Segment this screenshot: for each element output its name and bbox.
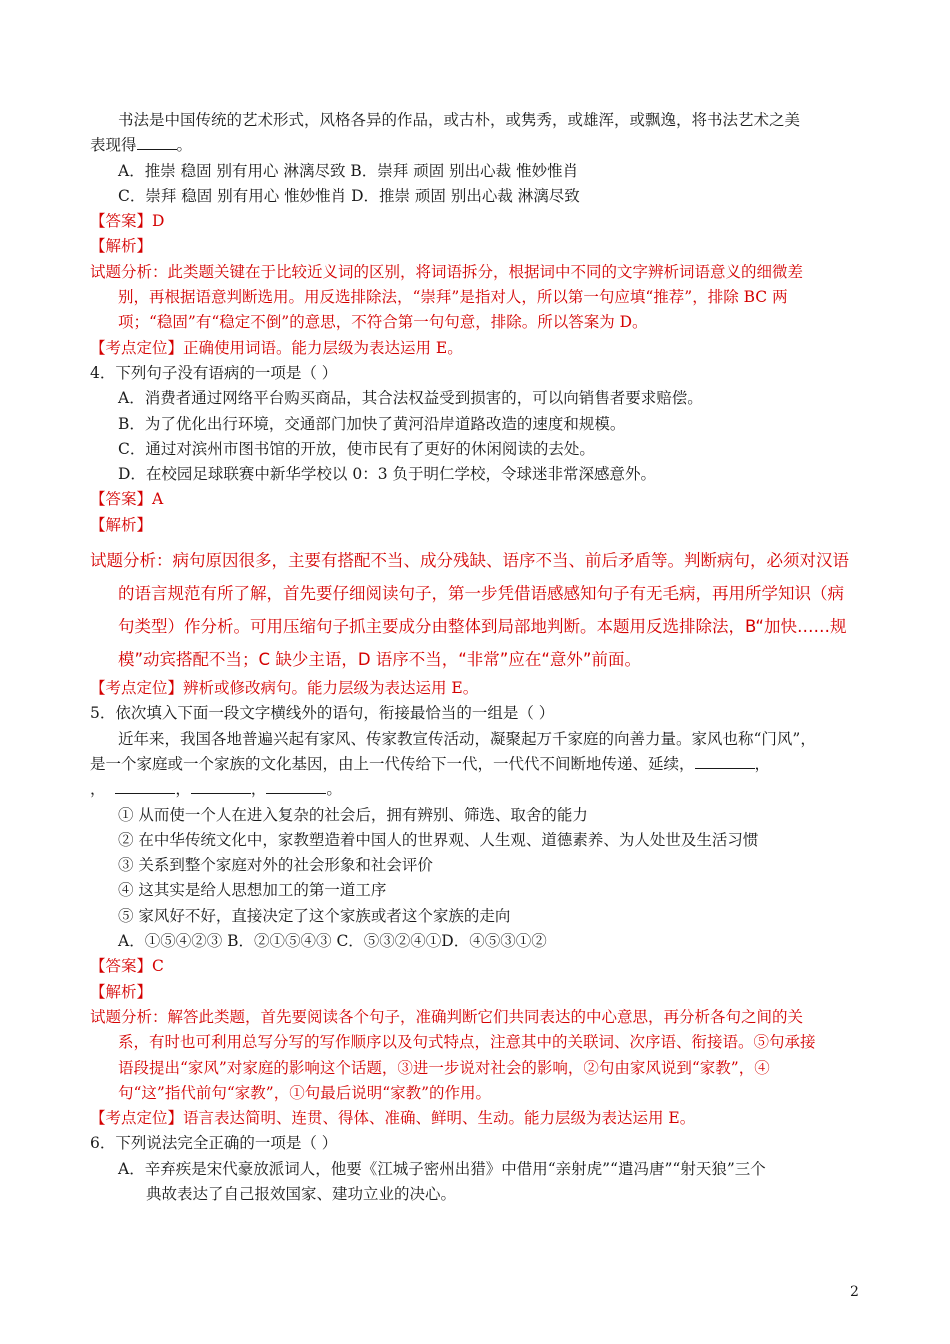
q3-answer: 【答案】D — [90, 212, 165, 231]
q4-analysis-line-3: 句类型）作分析。可用压缩句子抓主要成分由整体到局部地判断。本题用反选排除法，B“加快……规 — [118, 617, 847, 637]
q3-stem-end: 。 — [176, 136, 193, 155]
q5-analysis-line-3: 语段提出“家风”对家庭的影响这个话题，③进一步说对社会的影响，②句由家风说到“家教”，④ — [118, 1058, 770, 1077]
q6-stem: 6．下列说法完全正确的一项是（ ） — [90, 1134, 338, 1153]
q5-knowledge-point: 【考点定位】语言表达简明、连贯、得体、准确、鲜明、生动。能力层级为表达运用 E。 — [90, 1109, 696, 1128]
q5-analysis-line-1: 试题分析：解答此类题，首先要阅读各个句子，准确判断它们共同表达的中心意思，再分析各句之间的关 — [90, 1007, 804, 1026]
q3-options-line-1: A．推崇 稳固 别有用心 淋漓尽致 B．崇拜 顽固 别出心裁 惟妙惟肖 — [118, 161, 579, 180]
q5-paragraph-line-3 — [90, 777, 865, 802]
page-number: 2 — [850, 1284, 859, 1300]
q5-item-5: ⑤ 家风好不好，直接决定了这个家族或者这个家族的走向 — [118, 906, 511, 925]
q5-comma: ， — [754, 754, 771, 773]
q4-option-d: D．在校园足球联赛中新华学校以 0：3 负于明仁学校，令球迷非常深感意外。 — [118, 465, 657, 484]
q5-item-4: ④ 这其实是给人思想加工的第一道工序 — [118, 881, 387, 900]
q5-comma: ， — [250, 780, 267, 799]
q5-options: A．①⑤④②③ B．②①⑤④③ C．⑤③②④①D．④⑤③①② — [118, 932, 547, 951]
q5-item-3: ③ 关系到整个家庭对外的社会形象和社会评价 — [118, 856, 433, 875]
q5-paragraph-line-1: 近年来，我国各地普遍兴起有家风、传家教宣传活动，凝聚起万千家庭的向善力量。家风也称“门风”， — [118, 729, 816, 748]
q3-analysis-line-2: 别，再根据语意判断选用。用反选排除法，“崇拜”是指对人，所以第一句应填“推荐”，排除 BC 两 — [118, 288, 788, 307]
q5-stem: 5．依次填入下面一段文字横线外的语句，衔接最恰当的一组是（ ） — [90, 704, 555, 723]
q5-analysis-label: 【解析】 — [90, 982, 153, 1001]
q4-analysis-label: 【解析】 — [90, 515, 153, 534]
q3-fill-blank — [137, 135, 177, 150]
q5-period: 。 — [326, 780, 342, 799]
q5-blank-3 — [191, 779, 251, 794]
q5-blank-4 — [266, 779, 326, 794]
q6-option-a-line-1: A．辛弃疾是宋代豪放派词人，他要《江城子密州出猎》中借用“亲射虎”“遣冯唐”“射天狼”三个 — [118, 1159, 766, 1178]
q4-stem: 4．下列句子没有语病的一项是（ ） — [90, 363, 338, 382]
q4-analysis-line-2: 的语言规范有所了解，首先要仔细阅读句子，第一步凭借语感感知句子有无毛病，再用所学知识（病 — [118, 584, 844, 604]
q4-analysis-line-1: 试题分析：病句原因很多，主要有搭配不当、成分残缺、语序不当、前后矛盾等。判断病句，必须对汉语 — [90, 551, 849, 571]
q5-paragraph-text: 是一个家庭或一个家族的文化基因，由上一代传给下一代，一代代不间断地传递、延续， — [90, 754, 695, 773]
document-page — [90, 108, 865, 1207]
q4-option-c: C．通过对滨州市图书馆的开放，使市民有了更好的休闲阅读的去处。 — [118, 439, 595, 458]
q4-option-a: A．消费者通过网络平台购买商品，其合法权益受到损害的，可以向销售者要求赔偿。 — [118, 389, 703, 408]
q3-analysis-line-3: 项；“稳固”有“稳定不倒”的意思，不符合第一句句意，排除。所以答案为 D。 — [118, 313, 648, 332]
q4-analysis-line-4: 模”动宾搭配不当；C 缺少主语，D 语序不当，“非常”应在“意外”前面。 — [118, 650, 641, 670]
q3-analysis-line-1: 试题分析：此类题关键在于比较近义词的区别，将词语拆分，根据词中不同的文字辨析词语意义的细微差 — [90, 262, 804, 281]
q5-item-1: ① 从而使一个人在进入复杂的社会后，拥有辨别、筛选、取舍的能力 — [118, 805, 588, 824]
q5-comma: ， — [175, 780, 191, 799]
q3-options-line-2: C．崇拜 稳固 别有用心 惟妙惟肖 D．推崇 顽固 别出心裁 淋漓尽致 — [118, 186, 580, 205]
q3-stem-text: 表现得 — [90, 136, 137, 155]
q4-option-b: B．为了优化出行环境，交通部门加快了黄河沿岸道路改造的速度和规模。 — [118, 414, 626, 433]
q6-option-a-line-2: 典故表达了自己报效国家、建功立业的决心。 — [146, 1184, 457, 1203]
q5-blank-1 — [695, 754, 755, 769]
q5-analysis-line-4: 句“这”指代前句“家教”，①句最后说明“家教”的作用。 — [118, 1083, 492, 1102]
q5-paragraph-line-2 — [90, 752, 865, 777]
q3-knowledge-point: 【考点定位】正确使用词语。能力层级为表达运用 E。 — [90, 338, 463, 357]
q5-blank-2 — [115, 779, 175, 794]
q3-stem-line-2 — [90, 133, 865, 158]
q3-stem-line-1: 书法是中国传统的艺术形式，风格各异的作品，或古朴，或隽秀，或雄浑，或飘逸，将书法艺术之美 — [118, 111, 801, 129]
q4-answer: 【答案】A — [90, 490, 164, 509]
q3-analysis-label: 【解析】 — [90, 237, 153, 256]
q5-analysis-line-2: 系，有时也可利用总写分写的写作顺序以及句式特点，注意其中的关联词、次序语、衔接语。⑤句承接 — [118, 1033, 816, 1052]
q5-answer: 【答案】C — [90, 957, 164, 976]
q5-item-2: ② 在中华传统文化中，家教塑造着中国人的世界观、人生观、道德素养、为人处世及生活习惯 — [118, 830, 759, 849]
q4-knowledge-point: 【考点定位】辨析或修改病句。能力层级为表达运用 E。 — [90, 679, 479, 698]
q5-comma: ， — [90, 780, 106, 799]
